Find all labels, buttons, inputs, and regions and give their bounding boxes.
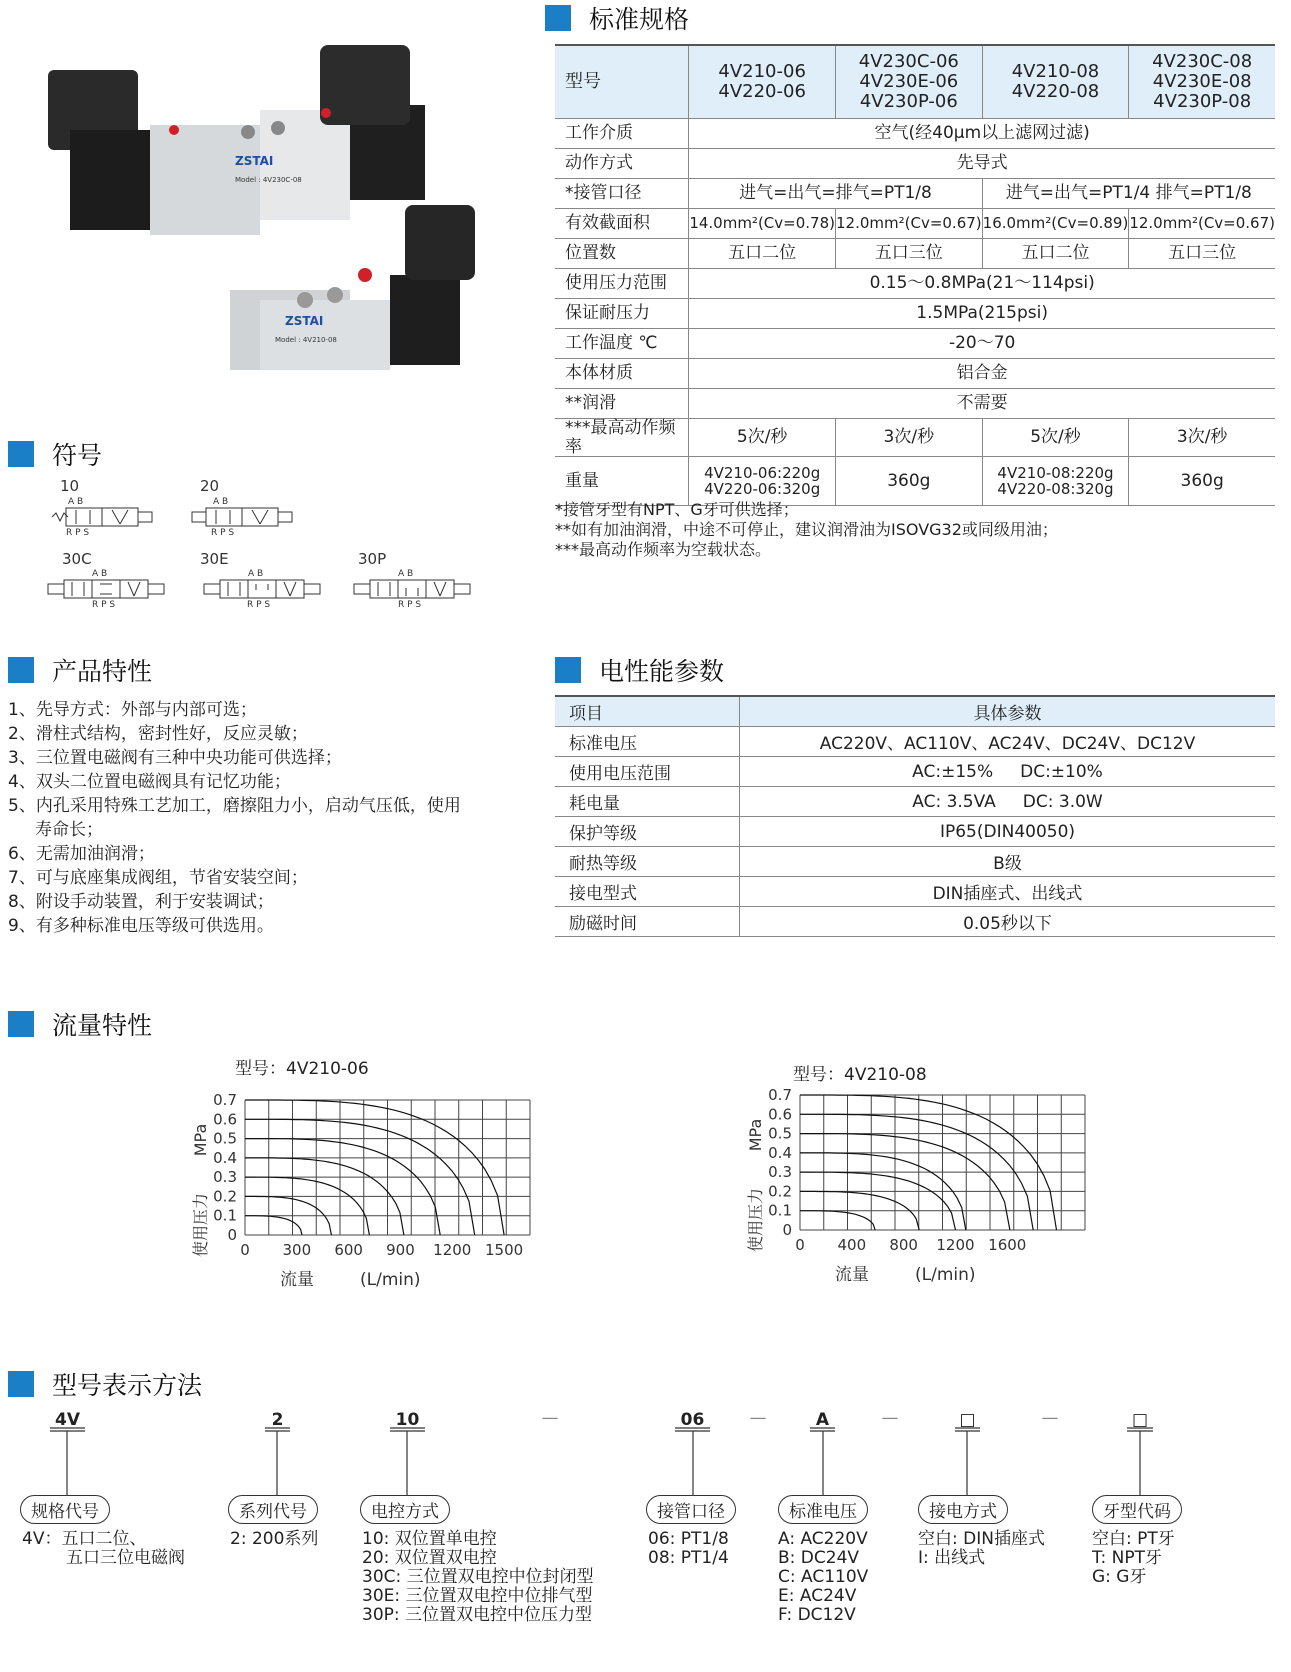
electrical-row: 耗电量 AC: 3.5VA DC: 3.0W: [555, 787, 1275, 817]
y-axis-unit: MPa: [746, 1118, 765, 1152]
code-voltage: A: [815, 1410, 830, 1430]
feature-item: 2、滑柱式结构，密封性好，反应灵敏；: [8, 724, 308, 744]
x-tick-label: 300: [282, 1241, 312, 1259]
flow-curve: [245, 1177, 369, 1235]
spec-row: ***最高动作频率 5次/秒 3次/秒 5次/秒 3次/秒: [555, 419, 1275, 457]
x-tick-label: 1600: [988, 1236, 1027, 1254]
spec-row: **润滑 不需要: [555, 389, 1275, 419]
desc-thread: 空白: PT牙 T: NPT牙 G: G牙: [1092, 1529, 1175, 1587]
code-control: 10: [395, 1410, 420, 1430]
model-section-title: 型号表示方法: [8, 1366, 202, 1402]
symbol-label-20: 20: [200, 477, 220, 495]
spec-section-title: 标准规格: [545, 0, 689, 36]
spec-row: 保证耐压力 1.5MPa(215psi): [555, 299, 1275, 329]
x-tick-label: 900: [386, 1241, 415, 1259]
y-tick-label: 0.7: [213, 1091, 237, 1109]
x-tick-label: 0: [795, 1236, 805, 1254]
code-dash: —: [1041, 1408, 1059, 1428]
code-series: 2: [271, 1410, 284, 1430]
x-axis-label: 流量: [280, 1270, 314, 1290]
electrical-header-row: 项目 具体参数: [555, 696, 1275, 727]
svg-text:Model : 4V230C-08: Model : 4V230C-08: [235, 176, 302, 184]
feature-item: 6、无需加油润滑；: [8, 844, 155, 864]
spec-header-label: 型号: [555, 45, 689, 119]
svg-text:A B: A B: [398, 569, 414, 579]
label-control-mode: 电控方式: [360, 1495, 450, 1524]
electrical-row: 标准电压 AC220V、AC110V、AC24V、DC24V、DC12V: [555, 727, 1275, 757]
flow-curve: [245, 1100, 504, 1235]
x-tick-label: 1200: [936, 1236, 975, 1254]
spec-header-c1: 4V210-06 4V220-06: [689, 45, 836, 119]
svg-text:A B: A B: [68, 497, 84, 507]
symbol-label-30p: 30P: [358, 550, 387, 568]
label-wiring: 接电方式: [918, 1495, 1008, 1524]
x-tick-label: 800: [889, 1236, 918, 1254]
chart1-title: 型号：4V210-06: [235, 1059, 369, 1079]
flow-curve: [800, 1134, 1010, 1230]
spec-table: [555, 44, 1275, 506]
svg-text:R P S: R P S: [66, 528, 90, 538]
spec-row: 重量 4V210-06:220g 4V220-06:320g 360g 4V210-08:220g 4V220-08:320g 360g: [555, 457, 1275, 506]
product-photo: [30, 30, 490, 390]
y-tick-label: 0.7: [768, 1086, 792, 1104]
section-marker-icon: [8, 1011, 34, 1037]
features-list: [8, 698, 498, 938]
flow-curve: [245, 1216, 302, 1235]
code-dash: —: [541, 1408, 559, 1428]
flow-chart-4v210-06: [190, 1090, 570, 1300]
x-axis-unit: (L/min): [360, 1270, 421, 1290]
spec-notes: [555, 500, 1058, 560]
electrical-row: 接电型式 DIN插座式、出线式: [555, 877, 1275, 907]
valve-symbols: [40, 472, 490, 617]
electrical-table: [555, 695, 1275, 937]
y-tick-label: 0: [227, 1226, 237, 1244]
section-marker-icon: [8, 657, 34, 683]
feature-item: 1、先导方式：外部与内部可选；: [8, 700, 257, 720]
code-wiring: □: [959, 1410, 976, 1430]
y-tick-label: 0.5: [213, 1129, 237, 1148]
flow-chart-4v210-08: [745, 1085, 1125, 1295]
y-tick-label: 0.2: [768, 1182, 792, 1201]
label-spec-code: 规格代号: [20, 1495, 110, 1524]
flow-section-title: 流量特性: [8, 1006, 152, 1042]
x-tick-label: 1500: [484, 1241, 524, 1259]
valve-photo-1: [48, 45, 425, 235]
desc-control: 10: 双位置单电控 20: 双位置双电控 30C: 三位置双电控中位封闭型 30E: 三位置双电控中位排气型 30P: 三位置双电控中位压力型: [362, 1529, 594, 1625]
x-tick-label: 600: [334, 1241, 363, 1259]
feature-item: 8、附设手动装置，利于安装调试；: [8, 892, 274, 912]
chart2-title: 型号：4V210-08: [793, 1065, 927, 1085]
section-marker-icon: [8, 441, 34, 467]
feature-item: 4、双头二位置电磁阀具有记忆功能；: [8, 772, 291, 792]
x-axis-unit: (L/min): [915, 1265, 976, 1285]
code-thread: □: [1131, 1410, 1149, 1430]
desc-voltage: A: AC220V B: DC24V C: AC110V E: AC24V F: DC12V: [778, 1529, 869, 1625]
spec-row: 动作方式 先导式: [555, 149, 1275, 179]
spec-row: 使用压力范围 0.15～0.8MPa(21～114psi): [555, 269, 1275, 299]
spec-header-c2: 4V230C-06 4V230E-06 4V230P-06: [835, 45, 982, 119]
y-tick-label: 0.6: [768, 1105, 792, 1124]
svg-text:ZSTAI: ZSTAI: [285, 314, 324, 328]
label-std-voltage: 标准电压: [778, 1495, 868, 1524]
desc-wiring: 空白: DIN插座式 I: 出线式: [918, 1529, 1045, 1568]
desc-series: 2: 200系列: [230, 1529, 319, 1549]
svg-text:R P S: R P S: [247, 600, 271, 610]
x-tick-label: 400: [837, 1236, 867, 1254]
y-tick-label: 0.6: [213, 1110, 237, 1129]
note: ***最高动作频率为空载状态。: [555, 540, 772, 559]
code-4v: 4V: [55, 1410, 80, 1430]
y-tick-label: 0.2: [213, 1187, 237, 1206]
svg-text:R P S: R P S: [211, 528, 235, 538]
x-tick-label: 0: [240, 1241, 250, 1259]
y-tick-label: 0.4: [768, 1143, 792, 1162]
section-marker-icon: [545, 5, 571, 31]
note: **如有加油润滑，中途不可停止，建议润滑油为ISOVG32或同级用油；: [555, 520, 1058, 539]
spec-row: 有效截面积 14.0mm²(Cv=0.78) 12.0mm²(Cv=0.67) 16.0mm²(Cv=0.89) 12.0mm²(Cv=0.67): [555, 209, 1275, 239]
electrical-section-title: 电性能参数: [555, 652, 724, 688]
y-tick-label: 0.4: [213, 1148, 237, 1167]
svg-text:A B: A B: [248, 569, 264, 579]
code-dash: —: [881, 1408, 899, 1428]
y-axis-unit: MPa: [191, 1123, 210, 1157]
spec-row: 位置数 五口二位 五口三位 五口二位 五口三位: [555, 239, 1275, 269]
feature-item: 5、内孔采用特殊工艺加工，磨擦阻力小，启动气压低，使用: [8, 796, 461, 816]
y-tick-label: 0.5: [768, 1124, 792, 1143]
label-port-size: 接管口径: [646, 1495, 736, 1524]
svg-text:A B: A B: [92, 569, 108, 579]
desc-port: 06: PT1/8 08: PT1/4: [648, 1529, 729, 1568]
y-tick-label: 0.3: [213, 1168, 237, 1187]
x-axis-label: 流量: [835, 1265, 869, 1285]
spec-header-c4: 4V230C-08 4V230E-08 4V230P-08: [1129, 45, 1275, 119]
feature-item: 9、有多种标准电压等级可供选用。: [8, 916, 274, 936]
symbol-label-30e: 30E: [200, 550, 229, 568]
flow-curve: [800, 1095, 1057, 1230]
symbol-label-10: 10: [60, 477, 80, 495]
electrical-row: 励磁时间 0.05秒以下: [555, 907, 1275, 937]
label-thread: 牙型代码: [1092, 1495, 1182, 1524]
electrical-row: 保护等级 IP65(DIN40050): [555, 817, 1275, 847]
svg-text:A B: A B: [213, 497, 229, 507]
desc-spec: 4V：五口二位、 五口三位电磁阀: [22, 1529, 185, 1568]
electrical-row: 耐热等级 B级: [555, 847, 1275, 877]
y-axis-label: 使用压力: [746, 1187, 765, 1253]
electrical-row: 使用电压范围 AC:±15% DC:±10%: [555, 757, 1275, 787]
feature-item: 7、可与底座集成阀组，节省安装空间；: [8, 868, 308, 888]
flow-curve: [800, 1211, 875, 1230]
code-dash: —: [749, 1408, 767, 1428]
features-section-title: 产品特性: [8, 652, 152, 688]
symbol-label-30c: 30C: [62, 550, 92, 568]
section-marker-icon: [8, 1371, 34, 1397]
section-marker-icon: [555, 657, 581, 683]
y-tick-label: 0.3: [768, 1163, 792, 1182]
spec-row: 工作介质 空气(经40μm以上滤网过滤): [555, 119, 1275, 149]
spec-row: 工作温度 ℃ -20～70: [555, 329, 1275, 359]
y-tick-label: 0.1: [768, 1201, 792, 1220]
y-tick-label: 0: [782, 1221, 792, 1239]
spec-row: 本体材质 铝合金: [555, 359, 1275, 389]
svg-text:ZSTAI: ZSTAI: [235, 154, 274, 168]
svg-text:R P S: R P S: [398, 600, 422, 610]
code-port: 06: [680, 1410, 705, 1430]
svg-text:Model : 4V210-08: Model : 4V210-08: [275, 336, 337, 344]
spec-header-c3: 4V210-08 4V220-08: [982, 45, 1129, 119]
symbol-section-title: 符号: [8, 436, 102, 472]
spec-row: *接管口径 进气=出气=排气=PT1/8 进气=出气=PT1/4 排气=PT1/8: [555, 179, 1275, 209]
feature-item: 寿命长；: [35, 820, 103, 840]
feature-item: 3、三位置电磁阀有三种中央功能可供选择；: [8, 748, 342, 768]
label-series-code: 系列代号: [228, 1495, 318, 1524]
svg-text:R P S: R P S: [92, 600, 116, 610]
valve-photo-2: [230, 205, 475, 370]
y-axis-label: 使用压力: [191, 1192, 210, 1258]
x-tick-label: 1200: [433, 1241, 472, 1259]
y-tick-label: 0.1: [213, 1206, 237, 1225]
note: *接管牙型有NPT、G牙可供选择；: [555, 500, 799, 519]
